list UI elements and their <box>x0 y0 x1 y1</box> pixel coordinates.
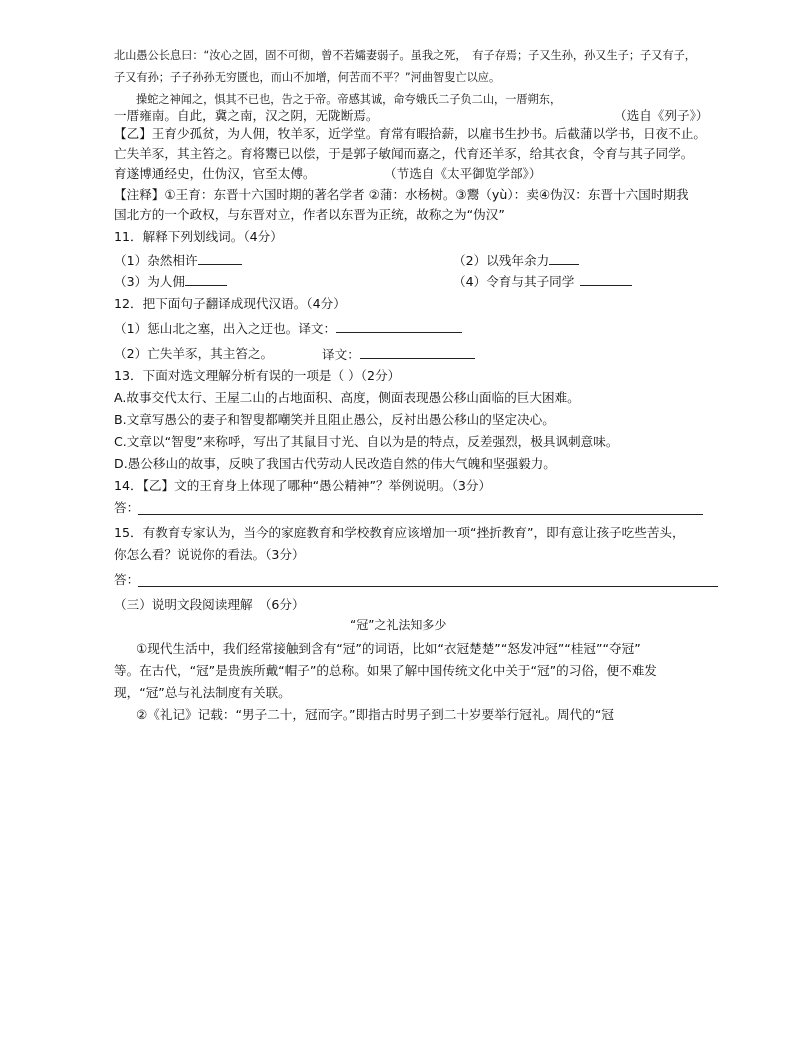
passage-b-line-3: 育遂博通经史，仕伪汉，官至太傅。 <box>114 166 316 181</box>
notes-line-1: 【注释】①王育：东晋十六国时期的著名学者 ②蒲：水杨树。③鬻（yù）：卖④伪汉：东晋十六国时期我 <box>114 187 689 202</box>
q11-blank-2[interactable] <box>549 251 579 265</box>
q12-blank-1[interactable] <box>336 319 462 333</box>
q13-option-b[interactable]: B.文章写愚公的妻子和智叟都嘲笑并且阻止愚公，反衬出愚公移山的坚定决心。 <box>114 412 555 427</box>
q12-item-2-answer: 译文： <box>322 345 475 363</box>
q14-stem: 14．【乙】文的王育身上体现了哪种“愚公精神”？举例说明。（3分） <box>114 478 492 493</box>
article-p1-line-3: 现，“冠”总与礼法制度有关联。 <box>114 685 291 700</box>
q13-option-c[interactable]: C.文章以“智叟”来称呼，写出了其鼠目寸光、自以为是的特点，反差强烈，极具讽刺意味。 <box>114 434 619 449</box>
q11-blank-3[interactable] <box>185 272 227 286</box>
passage-a-line-2: 子又有孙；子子孙孙无穷匮也，而山不加增，何苦而不平？”河曲智叟亡以应。 <box>114 71 501 84</box>
q15-answer-label: 答： <box>114 572 140 587</box>
q12-item-1: （1）惩山北之塞，出入之迂也。译文： <box>114 319 462 337</box>
passage-a-line-1: 北山愚公长息曰：“汝心之固，固不可彻，曾不若孀妻弱子。虽我之死， 有子存焉；子又生孙，孙又生子；子又有子， <box>114 49 696 62</box>
q15-answer-line[interactable] <box>138 586 718 587</box>
passage-a-source: （选自《列子》） <box>614 108 709 123</box>
q11-item-4: （4）令育与其子同学 <box>453 272 632 290</box>
q15-stem-line-2: 你怎么看？说说你的看法。（3分） <box>114 547 305 562</box>
q13-option-a[interactable]: A.故事交代太行、王屋二山的占地面积、高度，侧面表现愚公移山面临的巨大困难。 <box>114 390 580 405</box>
q12-item-2: （2）亡失羊豕，其主笞之。 <box>114 346 274 361</box>
q11-blank-1[interactable] <box>198 251 242 265</box>
q12-blank-2[interactable] <box>360 345 475 359</box>
q11-item-3: （3）为人佣 <box>114 272 227 290</box>
section-3-heading: （三）说明文段阅读理解 （6分） <box>114 597 305 612</box>
passage-a-line-4: 一厝雍南。自此，冀之南，汉之阴，无陇断焉。 <box>114 108 379 123</box>
q11-blank-4[interactable] <box>580 272 632 286</box>
q11-item-2: （2）以残年余力 <box>453 251 579 269</box>
q13-option-d[interactable]: D.愚公移山的故事，反映了我国古代劳动人民改造自然的伟大气魄和坚强毅力。 <box>114 456 556 471</box>
article-p1-line-1: ①现代生活中，我们经常接触到含有“冠”的词语，比如“衣冠楚楚”“怒发冲冠”“桂冠”“夺冠” <box>136 641 641 656</box>
passage-b-source: （节选自《太平御览学部》） <box>384 166 542 181</box>
passage-b-line-2: 亡失羊豕，其主笞之。育将鬻已以偿，于是郭子敏闻而嘉之，代育还羊豕，给其衣食，令育与其子同学。 <box>114 146 694 161</box>
q11-item-1: （1）杂然相许 <box>114 251 242 269</box>
q15-stem-line-1: 15．有教育专家认为，当今的家庭教育和学校教育应该增加一项“挫折教育”，即有意让孩子吃些苦头， <box>114 525 685 540</box>
q11-stem: 11．解释下列划线词。（4分） <box>114 229 283 244</box>
notes-line-2: 国北方的一个政权，与东晋对立，作者以东晋为正统，故称之为“伪汉” <box>114 207 505 222</box>
article-p1-line-2: 等。在古代，“冠”是贵族所戴“帽子”的总称。如果了解中国传统文化中关于“冠”的习俗，便不难发 <box>114 663 657 678</box>
passage-b-line-1: 【乙】王育少孤贫，为人佣，牧羊豕，近学堂。育常有暇拾薪，以雇书生抄书。后截蒲以学书，日夜不止。 <box>114 126 706 141</box>
q14-answer-label: 答： <box>114 500 140 515</box>
q14-answer-line[interactable] <box>138 514 703 515</box>
passage-a-line-3: 操蛇之神闻之，惧其不已也，告之于帝。帝感其诚，命夸娥氏二子负二山，一厝朔东， <box>136 93 562 106</box>
q12-stem: 12．把下面句子翻译成现代汉语。（4分） <box>114 296 346 311</box>
q13-stem: 13．下面对选文理解分析有误的一项是（ ）（2分） <box>114 368 401 383</box>
article-p2-line-1: ②《礼记》记载：“男子二十，冠而字。”即指古时男子到二十岁要举行冠礼。周代的“冠 <box>136 707 614 722</box>
article-title: “冠”之礼法知多少 <box>350 618 447 632</box>
